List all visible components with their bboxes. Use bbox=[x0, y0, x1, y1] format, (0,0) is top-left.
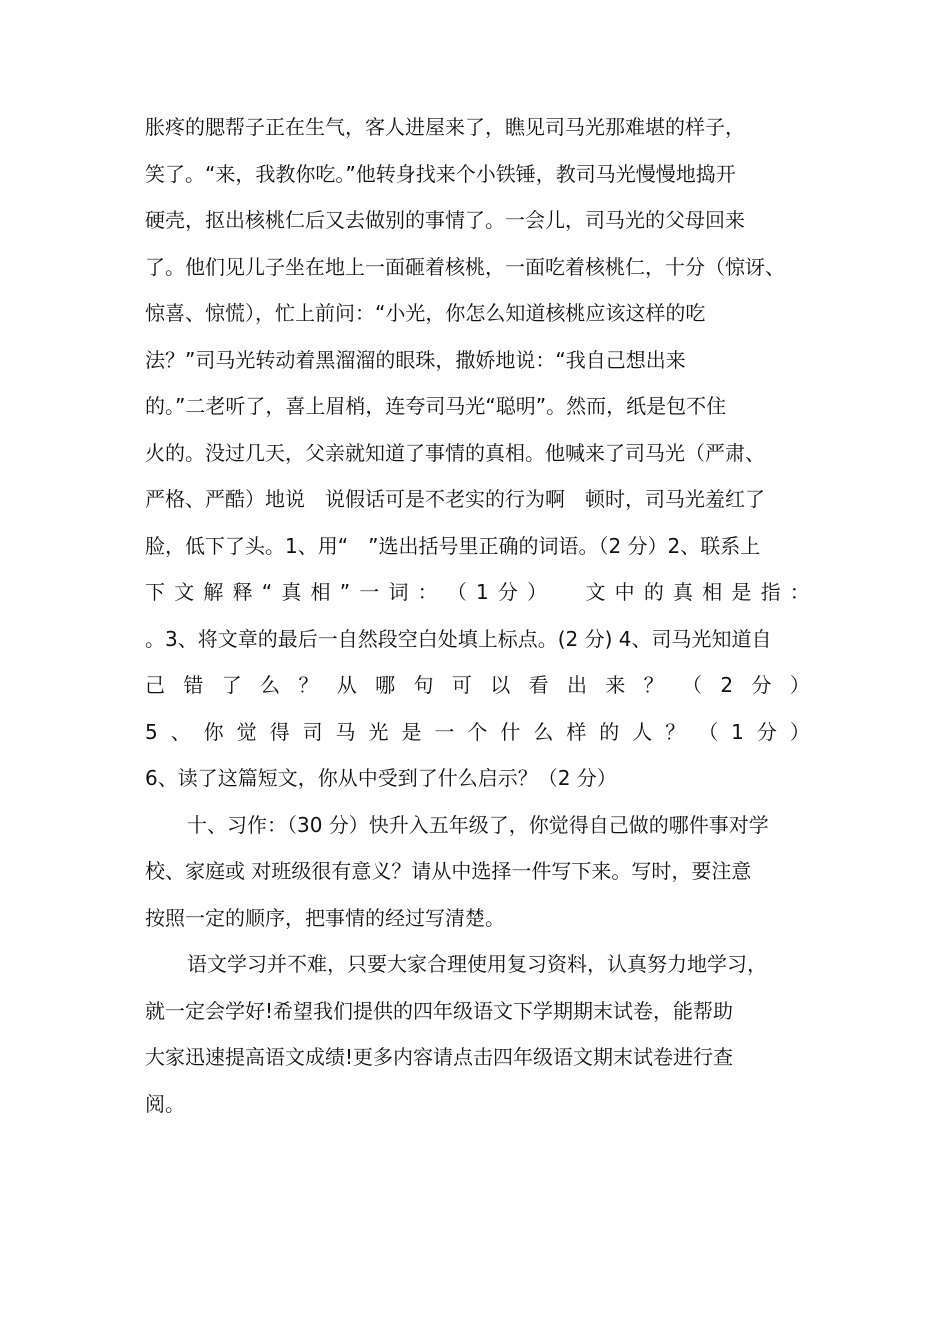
spaced-char: （ bbox=[446, 580, 467, 604]
spaced-char: 从 bbox=[336, 673, 357, 697]
question-6-line: 6、读了这篇短文，你从中受到了什么启示？（2 分） bbox=[145, 766, 617, 790]
spaced-char: “ bbox=[261, 580, 273, 604]
question-2-line bbox=[145, 569, 810, 616]
spaced-char: 错 bbox=[183, 673, 204, 697]
spaced-char: 的 bbox=[599, 719, 620, 744]
spaced-char: 己 bbox=[145, 673, 165, 697]
spaced-char: 光 bbox=[368, 719, 389, 744]
question-3-line: 。3、将文章的最后一自然段空白处填上标点。(2 分) 4、司马光知道自 bbox=[145, 626, 772, 651]
passage-line: 了。他们见儿子坐在地上一面砸着核桃，一面吃着核桃仁，十分（惊讶、 bbox=[145, 254, 785, 279]
spaced-char: 指 bbox=[760, 580, 781, 604]
passage-line: 的。”二老听了，喜上眉梢，连夸司马光“聪明”。然而，纸是包不住 bbox=[145, 394, 727, 418]
spaced-char: 解 bbox=[203, 580, 224, 604]
spaced-char: 哪 bbox=[375, 673, 396, 697]
spaced-char: 相 bbox=[702, 580, 723, 604]
essay-line: 校、家庭或 对班级很有意义？请从中选择一件写下来。写时，要注意 bbox=[145, 859, 752, 883]
spaced-char: 人 bbox=[632, 719, 653, 744]
spaced-char: 觉 bbox=[236, 719, 257, 744]
spaced-char: ） bbox=[789, 673, 810, 697]
spaced-char: 下 bbox=[145, 580, 165, 604]
spaced-char bbox=[556, 569, 576, 616]
spaced-char: 词 bbox=[388, 580, 409, 604]
spaced-char: 是 bbox=[731, 580, 752, 604]
essay-line: 十、习作：（30 分）快升入五年级了，你觉得自己做的哪件事对学 bbox=[187, 812, 769, 837]
spaced-char: ？ bbox=[298, 673, 319, 697]
spaced-char: 5 bbox=[145, 719, 158, 744]
spaced-char: 么 bbox=[533, 719, 554, 744]
spaced-char: 出 bbox=[566, 673, 587, 697]
spaced-char: 真 bbox=[281, 580, 302, 604]
passage-line: 脸，低下了头。1、用“ ”选出括号里正确的词语。（2 分）2、联系上 bbox=[145, 533, 761, 558]
spaced-char: 司 bbox=[302, 719, 323, 744]
spaced-char: ？ bbox=[665, 719, 686, 744]
question-5-line bbox=[145, 709, 810, 756]
spaced-char: 你 bbox=[203, 719, 224, 744]
spaced-char: （ bbox=[698, 719, 719, 744]
spaced-char: 文 bbox=[585, 580, 606, 604]
spaced-char: 一 bbox=[434, 719, 455, 744]
spaced-char: 看 bbox=[528, 673, 549, 697]
closing-line: 就一定会学好!希望我们提供的四年级语文下学期期末试卷，能帮助 bbox=[145, 998, 734, 1023]
spaced-char: 是 bbox=[401, 719, 422, 744]
spaced-char: ： bbox=[417, 580, 438, 604]
spaced-char: 1 bbox=[476, 580, 489, 604]
spaced-char: 分 bbox=[756, 719, 777, 744]
passage-line: 惊喜、惊慌），忙上前问：“小光，你怎么知道核桃应该这样的吃 bbox=[145, 301, 706, 325]
spaced-char: 一 bbox=[359, 580, 380, 604]
spaced-char: 2 bbox=[720, 673, 734, 697]
spaced-char: 么 bbox=[260, 673, 281, 697]
spaced-char: 真 bbox=[673, 580, 694, 604]
essay-prompt bbox=[145, 802, 810, 942]
spaced-char: 什 bbox=[500, 719, 521, 744]
spaced-char: （ bbox=[682, 673, 703, 697]
spaced-char: 分 bbox=[751, 673, 772, 697]
spaced-char: 文 bbox=[174, 580, 195, 604]
closing-paragraph bbox=[145, 941, 810, 1127]
question-4-line bbox=[145, 662, 810, 709]
spaced-char: 样 bbox=[566, 719, 587, 744]
spaced-char: ） bbox=[789, 719, 810, 744]
spaced-char: 来 bbox=[605, 673, 626, 697]
spaced-char: ） bbox=[527, 580, 548, 604]
spaced-char: 以 bbox=[490, 673, 511, 697]
spaced-char: 释 bbox=[232, 580, 253, 604]
spaced-char: 的 bbox=[643, 580, 664, 604]
spaced-char: 分 bbox=[497, 580, 518, 604]
passage-line: 笑了。“来，我教你吃。”他转身找来个小铁锤，教司马光慢慢地捣开 bbox=[145, 161, 736, 186]
spaced-char: 1 bbox=[731, 719, 744, 744]
spaced-char: 句 bbox=[413, 673, 434, 697]
passage-line: 严格、严酷）地说 说假话可是不老实的行为啊 顿时，司马光羞红了 bbox=[145, 487, 765, 511]
closing-line: 阅。 bbox=[145, 1091, 185, 1116]
spaced-char: 个 bbox=[467, 719, 488, 744]
spaced-char: 相 bbox=[310, 580, 331, 604]
spaced-char: 中 bbox=[614, 580, 635, 604]
document-body bbox=[145, 104, 810, 1127]
spaced-char: 可 bbox=[451, 673, 472, 697]
spaced-char: 得 bbox=[269, 719, 290, 744]
spaced-char: ： bbox=[789, 580, 810, 604]
spaced-char: 了 bbox=[221, 673, 242, 697]
spaced-char: ” bbox=[339, 580, 351, 604]
passage-line: 法？”司马光转动着黑溜溜的眼珠，撒娇地说：“我自己想出来 bbox=[145, 347, 686, 372]
closing-line: 语文学习并不难，只要大家合理使用复习资料，认真努力地学习， bbox=[187, 952, 767, 976]
closing-line: 大家迅速提高语文成绩!更多内容请点击四年级语文期末试卷进行查 bbox=[145, 1045, 734, 1069]
spaced-char: ？ bbox=[643, 673, 664, 697]
passage-line: 硬壳，抠出核桃仁后又去做别的事情了。一会儿，司马光的父母回来 bbox=[145, 208, 745, 232]
passage-line: 火的。没过几天，父亲就知道了事情的真相。他喊来了司马光（严肃、 bbox=[145, 440, 765, 465]
spaced-char: 马 bbox=[335, 719, 356, 744]
spaced-char: 、 bbox=[170, 719, 191, 744]
essay-line: 按照一定的顺序，把事情的经过写清楚。 bbox=[145, 905, 505, 930]
reading-passage bbox=[145, 104, 810, 802]
passage-line: 胀疼的腮帮子正在生气，客人进屋来了，瞧见司马光那难堪的样子， bbox=[145, 115, 745, 139]
